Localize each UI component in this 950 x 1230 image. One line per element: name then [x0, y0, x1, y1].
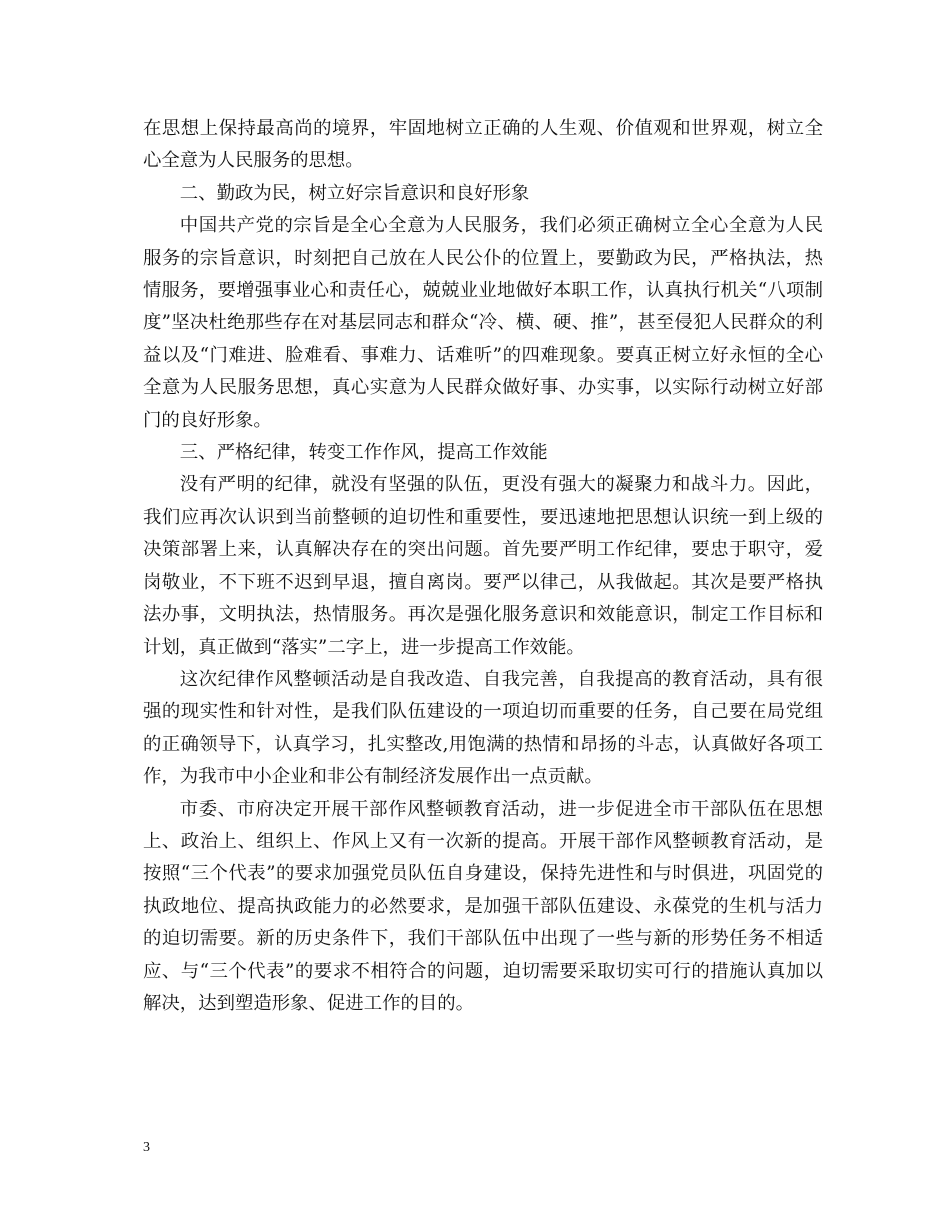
paragraph: 中国共产党的宗旨是全心全意为人民服务，我们必须正确树立全心全意为人民服务的宗旨意识，时刻把自己放在人民公仆的位置上，要勤政为民，严格执法，热情服务，要增强事业心和责任心，兢兢业业地做好本职工作，认真执行机关“八项制度”坚决杜绝那些存在对基层同志和群众“冷、横、硬、推”，甚至侵犯人民群众的利益以及“门难进、脸难看、事难力、话难听”的四难现象。要真正树立好永恒的全心全意为人民服务思想，真心实意为人民群众做好事、办实事，以实际行动树立好部门的良好形象。	[143, 215, 823, 431]
page-number: 3	[143, 1140, 150, 1155]
body-text	[143, 113, 823, 1020]
paragraph: 市委、市府决定开展干部作风整顿教育活动，进一步促进全市干部队伍在思想上、政治上、组织上、作风上又有一次新的提高。开展干部作风整顿教育活动，是按照“三个代表”的要求加强党员队伍自身建设，保持先进性和与时俱进，巩固党的执政地位、提高执政能力的必然要求，是加强干部队伍建设、永葆党的生机与活力的迫切需要。新的历史条件下，我们干部队伍中出现了一些与新的形势任务不相适应、与“三个代表”的要求不相符合的问题，迫切需要采取切实可行的措施认真加以解决，达到塑造形象、促进工作的目的。	[143, 798, 823, 1014]
section-heading-3: 三、严格纪律，转变工作作风，提高工作效能	[179, 442, 548, 464]
paragraph-continuation: 在思想上保持最高尚的境界，牢固地树立正确的人生观、价值观和世界观，树立全心全意为人民服务的思想。	[143, 118, 823, 172]
paragraph: 没有严明的纪律，就没有坚强的队伍，更没有强大的凝聚力和战斗力。因此，我们应再次认识到当前整顿的迫切性和重要性，要迅速地把思想认识统一到上级的决策部署上来，认真解决存在的突出问题。首先要严明工作纪律，要忠于职守，爱岗敬业，不下班不迟到早退，擅自离岗。要严以律己，从我做起。其次是要严格执法办事，文明执法，热情服务。再次是强化服务意识和效能意识，制定工作目标和计划，真正做到“落实”二字上，进一步提高工作效能。	[143, 474, 823, 658]
paragraph: 这次纪律作风整顿活动是自我改造、自我完善，自我提高的教育活动，具有很强的现实性和针对性，是我们队伍建设的一项迫切而重要的任务，自己要在局党组的正确领导下，认真学习，扎实整改,用饱满的热情和昂扬的斗志，认真做好各项工作，为我市中小企业和非公有制经济发展作出一点贡献。	[143, 668, 823, 788]
section-heading-2: 二、勤政为民，树立好宗旨意识和良好形象	[179, 182, 530, 204]
